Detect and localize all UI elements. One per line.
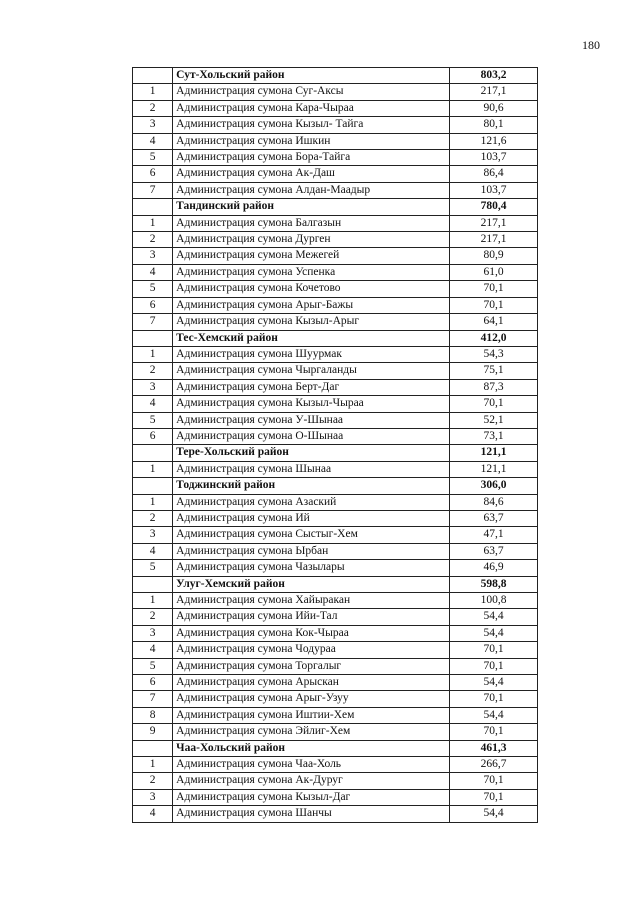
administration-name: Администрация сумона Успенка [173,264,450,280]
row-number: 7 [133,691,173,707]
amount-value: 121,1 [450,461,538,477]
amount-value: 217,1 [450,215,538,231]
administration-name: Администрация сумона У-Шынаа [173,412,450,428]
table-row [133,84,538,100]
administration-name: Администрация сумона Азаский [173,494,450,510]
row-number: 2 [133,100,173,116]
administration-name: Администрация сумона Кочетово [173,281,450,297]
amount-value: 266,7 [450,757,538,773]
administration-name: Администрация сумона Чодураа [173,642,450,658]
administration-name: Администрация сумона Торгалыг [173,658,450,674]
row-number: 5 [133,150,173,166]
amount-value: 84,6 [450,494,538,510]
amount-value: 46,9 [450,560,538,576]
table-row [133,675,538,691]
table-body [133,68,538,823]
district-total: 803,2 [450,68,538,84]
row-number: 7 [133,182,173,198]
row-number-cell [133,478,173,494]
amount-value: 54,4 [450,675,538,691]
administration-name: Администрация сумона Берт-Даг [173,379,450,395]
row-number: 1 [133,494,173,510]
amount-value: 52,1 [450,412,538,428]
amount-value: 103,7 [450,182,538,198]
table-row [133,757,538,773]
row-number: 6 [133,675,173,691]
administration-name: Администрация сумона Шуурмак [173,346,450,362]
row-number: 2 [133,232,173,248]
district-header-row [133,478,538,494]
district-total: 121,1 [450,445,538,461]
table-row [133,396,538,412]
administration-name: Администрация сумона Кызыл- Тайга [173,117,450,133]
row-number: 8 [133,707,173,723]
row-number: 1 [133,593,173,609]
table-row [133,232,538,248]
administration-name: Администрация сумона Ишкин [173,133,450,149]
amount-value: 80,1 [450,117,538,133]
table-row [133,281,538,297]
row-number: 2 [133,609,173,625]
administration-name: Администрация сумона Балгазын [173,215,450,231]
budget-table [132,67,538,823]
row-number: 2 [133,510,173,526]
table-row [133,248,538,264]
administration-name: Администрация сумона О-Шынаа [173,428,450,444]
table-row [133,806,538,822]
administration-name: Администрация сумона Эйлиг-Хем [173,724,450,740]
administration-name: Администрация сумона Чыргаланды [173,363,450,379]
row-number: 3 [133,248,173,264]
table-row [133,117,538,133]
amount-value: 103,7 [450,150,538,166]
district-name: Сут-Хольский район [173,68,450,84]
administration-name: Администрация сумона Ийи-Тал [173,609,450,625]
row-number: 3 [133,379,173,395]
administration-name: Администрация сумона Алдан-Маадыр [173,182,450,198]
row-number: 5 [133,658,173,674]
district-total: 598,8 [450,576,538,592]
administration-name: Администрация сумона Суг-Аксы [173,84,450,100]
table-row [133,150,538,166]
district-name: Тес-Хемский район [173,330,450,346]
page-number: 180 [582,38,600,52]
amount-value: 63,7 [450,510,538,526]
amount-value: 86,4 [450,166,538,182]
table-row [133,428,538,444]
amount-value: 100,8 [450,593,538,609]
amount-value: 70,1 [450,396,538,412]
administration-name: Администрация сумона Сыстыг-Хем [173,527,450,543]
amount-value: 70,1 [450,642,538,658]
table-row [133,182,538,198]
row-number: 1 [133,461,173,477]
administration-name: Администрация сумона Кызыл-Чыраа [173,396,450,412]
amount-value: 87,3 [450,379,538,395]
table-row [133,642,538,658]
amount-value: 217,1 [450,232,538,248]
administration-name: Администрация сумона Хайыракан [173,593,450,609]
administration-name: Администрация сумона Арыг-Узуу [173,691,450,707]
table-row [133,510,538,526]
amount-value: 73,1 [450,428,538,444]
row-number: 7 [133,314,173,330]
row-number: 4 [133,264,173,280]
administration-name: Администрация сумона Кара-Чыраа [173,100,450,116]
district-header-row [133,330,538,346]
amount-value: 54,4 [450,609,538,625]
table-row [133,461,538,477]
amount-value: 70,1 [450,724,538,740]
table-row [133,543,538,559]
administration-name: Администрация сумона Кызыл-Арыг [173,314,450,330]
amount-value: 70,1 [450,773,538,789]
table-row [133,133,538,149]
table-row [133,609,538,625]
amount-value: 70,1 [450,691,538,707]
table-row [133,789,538,805]
row-number: 4 [133,806,173,822]
row-number: 3 [133,117,173,133]
district-name: Улуг-Хемский район [173,576,450,592]
table-row [133,100,538,116]
amount-value: 54,4 [450,625,538,641]
amount-value: 54,3 [450,346,538,362]
district-header-row [133,740,538,756]
row-number-cell [133,330,173,346]
administration-name: Администрация сумона Ак-Дуруг [173,773,450,789]
row-number: 3 [133,625,173,641]
row-number: 1 [133,757,173,773]
row-number: 5 [133,560,173,576]
district-total: 306,0 [450,478,538,494]
row-number: 4 [133,133,173,149]
district-name: Чаа-Хольский район [173,740,450,756]
table-row [133,658,538,674]
row-number-cell [133,199,173,215]
amount-value: 47,1 [450,527,538,543]
district-name: Тандинский район [173,199,450,215]
row-number: 1 [133,346,173,362]
district-header-row [133,445,538,461]
administration-name: Администрация сумона Межегей [173,248,450,264]
administration-name: Администрация сумона Чаа-Холь [173,757,450,773]
row-number: 2 [133,773,173,789]
amount-value: 90,6 [450,100,538,116]
administration-name: Администрация сумона Кызыл-Даг [173,789,450,805]
row-number: 5 [133,412,173,428]
administration-name: Администрация сумона Ак-Даш [173,166,450,182]
table-row [133,379,538,395]
amount-value: 63,7 [450,543,538,559]
amount-value: 64,1 [450,314,538,330]
row-number-cell [133,740,173,756]
administration-name: Администрация сумона Ий [173,510,450,526]
row-number-cell [133,445,173,461]
table-row [133,412,538,428]
table-row [133,215,538,231]
table-row [133,691,538,707]
amount-value: 121,6 [450,133,538,149]
table-row [133,724,538,740]
row-number: 3 [133,789,173,805]
district-header-row [133,576,538,592]
administration-name: Администрация сумона Бора-Тайга [173,150,450,166]
administration-name: Администрация сумона Арыг-Бажы [173,297,450,313]
table-row [133,166,538,182]
row-number-cell [133,68,173,84]
table-row [133,707,538,723]
amount-value: 217,1 [450,84,538,100]
amount-value: 70,1 [450,658,538,674]
administration-name: Администрация сумона Кок-Чыраа [173,625,450,641]
amount-value: 70,1 [450,297,538,313]
amount-value: 70,1 [450,281,538,297]
table-row [133,346,538,362]
amount-value: 80,9 [450,248,538,264]
table-row [133,527,538,543]
table-row [133,264,538,280]
table-row [133,363,538,379]
row-number-cell [133,576,173,592]
row-number: 3 [133,527,173,543]
amount-value: 70,1 [450,789,538,805]
district-header-row [133,199,538,215]
administration-name: Администрация сумона Ырбан [173,543,450,559]
amount-value: 75,1 [450,363,538,379]
table-row [133,773,538,789]
row-number: 6 [133,166,173,182]
row-number: 4 [133,642,173,658]
table-row [133,494,538,510]
district-total: 780,4 [450,199,538,215]
district-total: 461,3 [450,740,538,756]
amount-value: 54,4 [450,707,538,723]
table-row [133,297,538,313]
table-row [133,625,538,641]
row-number: 1 [133,215,173,231]
administration-name: Администрация сумона Арыскан [173,675,450,691]
row-number: 4 [133,396,173,412]
district-name: Тоджинский район [173,478,450,494]
table-row [133,314,538,330]
administration-name: Администрация сумона Шынаа [173,461,450,477]
row-number: 2 [133,363,173,379]
table-row [133,560,538,576]
administration-name: Администрация сумона Иштии-Хем [173,707,450,723]
amount-value: 54,4 [450,806,538,822]
row-number: 6 [133,428,173,444]
row-number: 5 [133,281,173,297]
row-number: 9 [133,724,173,740]
district-name: Тере-Хольский район [173,445,450,461]
administration-name: Администрация сумона Чазылары [173,560,450,576]
district-header-row [133,68,538,84]
row-number: 1 [133,84,173,100]
row-number: 6 [133,297,173,313]
district-total: 412,0 [450,330,538,346]
row-number: 4 [133,543,173,559]
table-row [133,593,538,609]
amount-value: 61,0 [450,264,538,280]
administration-name: Администрация сумона Дурген [173,232,450,248]
administration-name: Администрация сумона Шанчы [173,806,450,822]
